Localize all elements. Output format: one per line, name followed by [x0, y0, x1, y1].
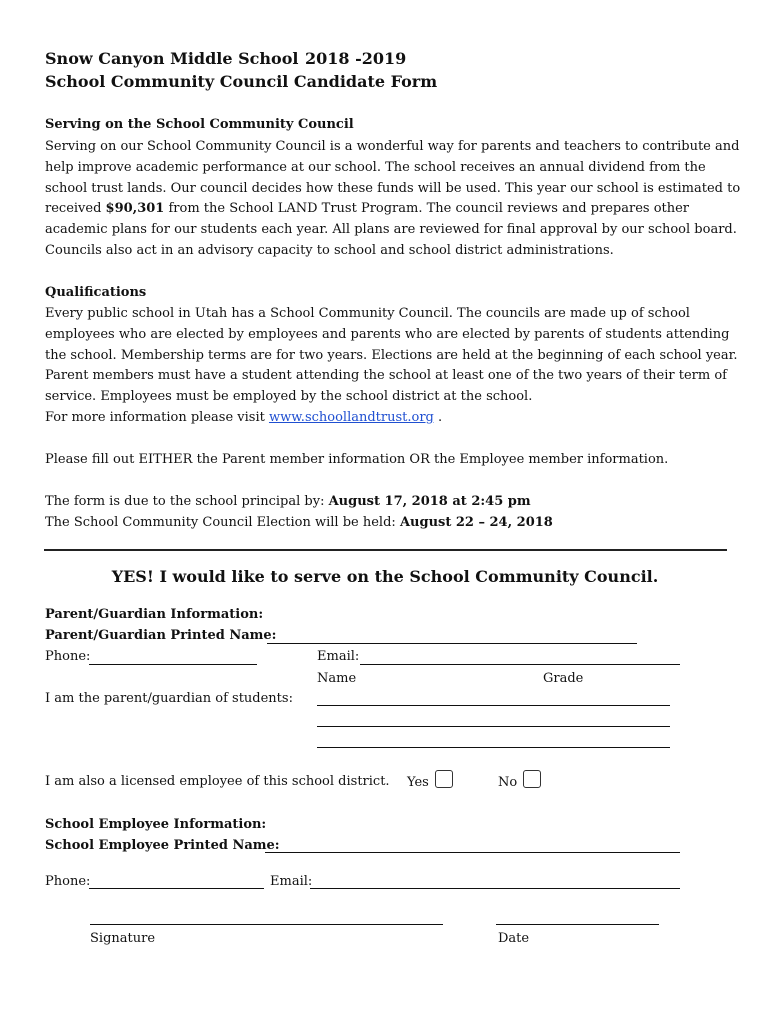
student-row-3-field[interactable] — [317, 747, 670, 748]
yes-checkbox[interactable] — [435, 770, 453, 788]
due-label: The form is due to the school principal by: — [45, 494, 329, 509]
employee-name-label: School Employee Printed Name: — [45, 838, 280, 853]
school-year: 2018 -2019 — [305, 49, 407, 68]
column-grade-label: Grade — [543, 671, 584, 686]
election-line — [45, 515, 553, 530]
due-date: August 17, 2018 at 2:45 pm — [328, 494, 531, 509]
qualifications-heading: Qualifications — [45, 285, 147, 300]
employee-name-field[interactable] — [265, 852, 680, 853]
no-label: No — [498, 775, 518, 790]
due-date-line — [45, 494, 531, 509]
yes-label: Yes — [407, 775, 429, 790]
qualifications-line: service. Employees must be employed by the school district at the school. — [45, 389, 533, 405]
serving-heading: Serving on the School Community Council — [45, 117, 354, 132]
schoollandtrust-link[interactable]: www.schoollandtrust.org — [268, 409, 434, 425]
student-row-2-field[interactable] — [317, 726, 670, 727]
date-field[interactable] — [496, 924, 659, 925]
section-divider — [44, 549, 727, 551]
parent-heading: Parent/Guardian Information: — [45, 607, 264, 622]
qualifications-paragraph — [45, 304, 738, 429]
fill-out-instruction: Please fill out EITHER the Parent member information OR the Employee member information. — [45, 452, 669, 467]
yes-option — [407, 770, 453, 790]
parent-phone-field[interactable] — [89, 664, 257, 665]
no-option — [498, 770, 541, 790]
serving-line: help improve academic performance at our school. The school receives an annual dividend from the — [45, 159, 706, 175]
employee-heading: School Employee Information: — [45, 817, 267, 832]
parent-name-label: Parent/Guardian Printed Name: — [45, 628, 277, 643]
employee-email-field[interactable] — [310, 888, 680, 889]
parent-name-field[interactable] — [267, 643, 637, 644]
column-name-label: Name — [317, 671, 357, 686]
banner-heading: YES! I would like to serve on the School Community Council. — [111, 567, 659, 586]
serving-line: school trust lands. Our council decides how these funds will be used. This year our school is estimated to — [45, 180, 741, 196]
qualifications-line: the school. Membership terms are for two years. Elections are held at the beginning of each school year. — [45, 347, 738, 363]
qualifications-line: Parent members must have a student attending the school at least one of the two years of their term of — [45, 368, 727, 384]
parent-phone-label: Phone: — [45, 649, 91, 664]
signature-field[interactable] — [90, 924, 443, 925]
serving-line4-pre: received — [45, 201, 106, 217]
employee-phone-label: Phone: — [45, 874, 91, 889]
qualifications-line: Every public school in Utah has a School Community Council. The councils are made up of school — [45, 306, 690, 321]
election-label: The School Community Council Election will be held: — [45, 515, 400, 530]
serving-paragraph — [45, 137, 740, 262]
student-row-1-field[interactable] — [317, 705, 670, 706]
employee-phone-field[interactable] — [89, 888, 264, 889]
no-checkbox[interactable] — [523, 770, 541, 788]
form-title: School Community Council Candidate Form — [45, 72, 438, 91]
serving-line4-post: from the School LAND Trust Program. The council reviews and prepares other — [164, 201, 690, 217]
licensed-employee-label: I am also a licensed employee of this school district. — [45, 774, 390, 789]
election-dates: August 22 – 24, 2018 — [399, 515, 553, 530]
more-info-post: . — [433, 409, 443, 425]
signature-label: Signature — [90, 931, 156, 946]
students-label: I am the parent/guardian of students: — [45, 691, 293, 706]
more-info-pre: For more information please visit — [45, 409, 269, 425]
more-info-line — [45, 408, 738, 429]
serving-line — [45, 199, 740, 220]
date-label: Date — [498, 931, 530, 946]
serving-line: academic plans for our students each year. All plans are reviewed for final approval by our school board. — [45, 222, 737, 238]
qualifications-line: employees who are elected by employees and parents who are elected by parents of students attending — [45, 326, 730, 342]
serving-line: Councils also act in an advisory capacity to school and school district administrations. — [45, 242, 614, 258]
serving-line: Serving on our School Community Council is a wonderful way for parents and teachers to contribute and — [45, 139, 740, 154]
employee-email-label: Email: — [270, 874, 313, 889]
parent-email-label: Email: — [317, 649, 360, 664]
parent-email-field[interactable] — [360, 664, 680, 665]
school-name: Snow Canyon Middle School — [45, 49, 299, 68]
dividend-amount: $90,301 — [105, 201, 165, 217]
